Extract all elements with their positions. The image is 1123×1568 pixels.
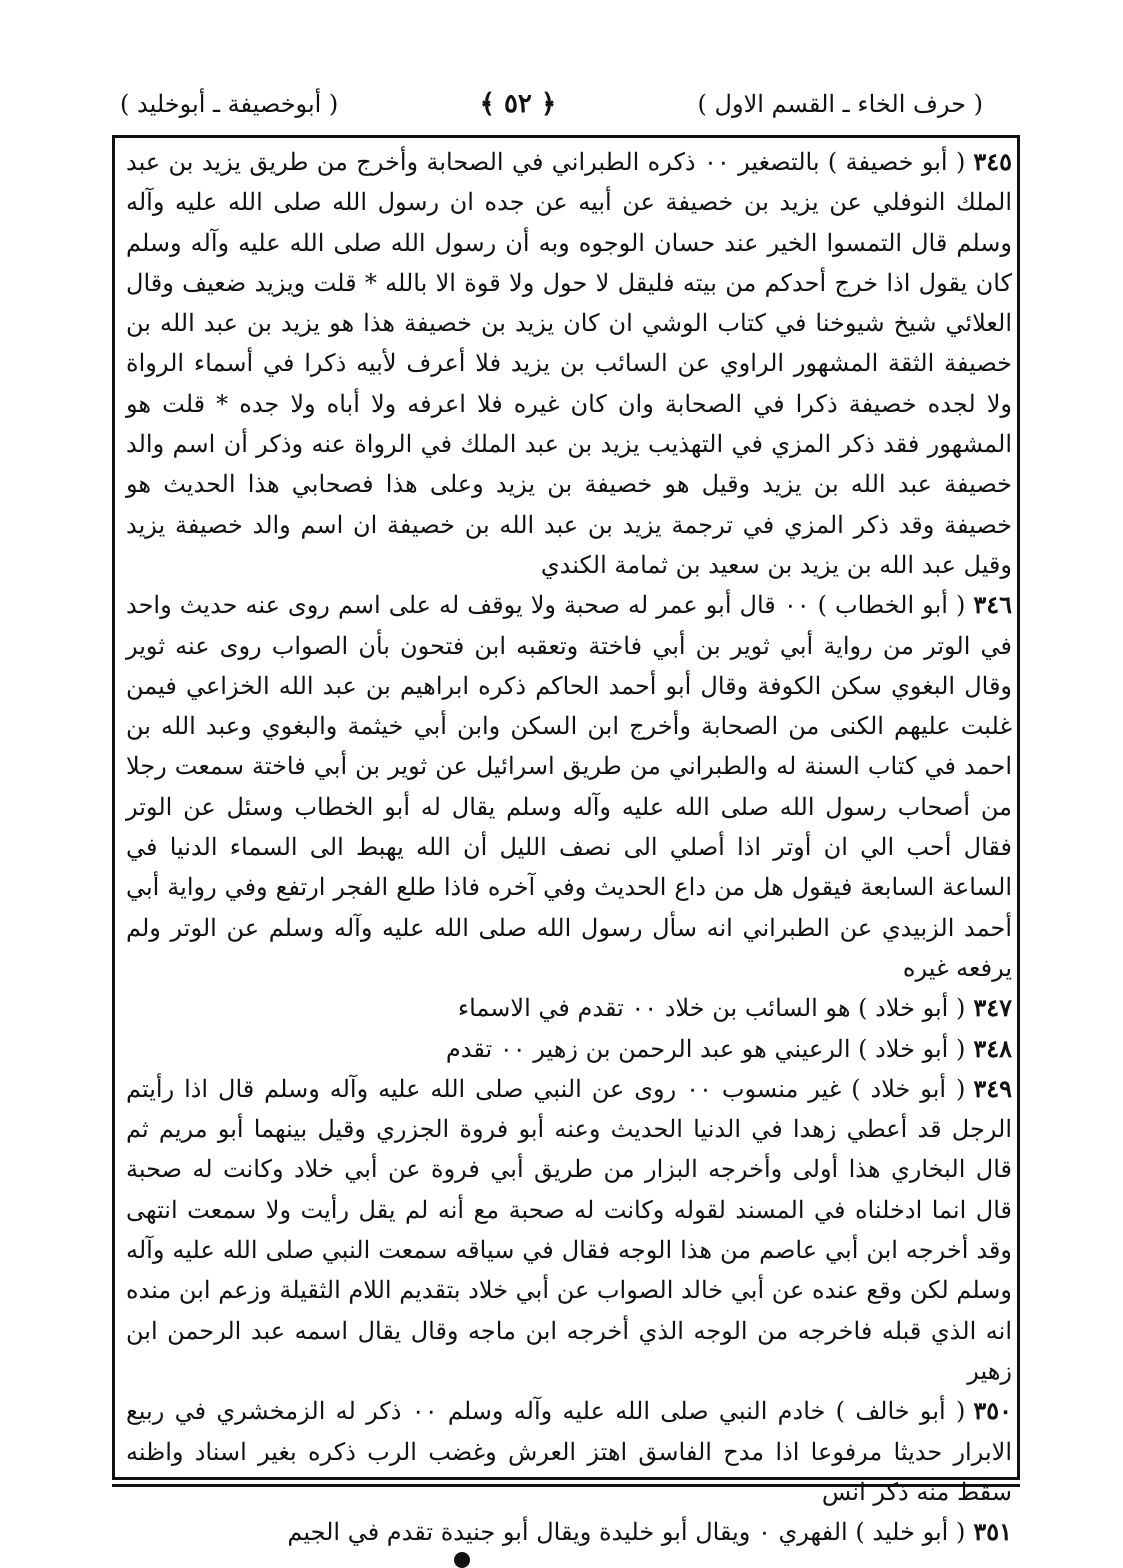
entry-text: ( أبو خالف ) خادم النبي صلى الله عليه وآله وسلم ٠٠ ذكر له الزمخشري في ربيع الابرار حديثا مرفوعا اذا مدح الفاسق اهتز العرش وغضب الرب ذكره بغير اسناد واظنه سقط منه ذكر انس — [126, 1397, 1012, 1506]
entry-text: ( أبو الخطاب ) ٠٠ قال أبو عمر له صحبة ولا يوقف له على اسم روى عنه حديث واحد في الوتر من رواية أبي ثوير بن أبي فاختة وتعقبه ابن فتحون بأن الصواب روى عنه ثوير وقال البغوي سكن الكوفة وقال أبو أحمد الحاكم ذكره ابراهيم بن عبد الله الخزاعي فيمن غلبت عليهم الكنى من الصحابة وأخرج ابن السكن وابن أبي خيثمة والبغوي وعبد الله بن احمد في كتاب السنة له والطبراني من طريق اسرائيل عن ثوير بن أبي فاختة سمعت رجلا من أصحاب رسول الله صلى الله عليه وآله وسلم يقال له أبو الخطاب وسئل عن الوتر فقال أحب الي ان أوتر اذا أصلي الى نصف الليل أن الله يهبط الى السماء الدنيا في الساعة السابعة فيقول هل من داع الحديث وفي آخره فاذا طلع الفجر ارتفع وفي رواية أبي أحمد الزبيدي عن الطبراني انه سأل رسول الله صلى الله عليه وآله وسلم عن الوتر ولم يرفعه غيره — [126, 591, 1013, 982]
entry-349 — [126, 1069, 1012, 1391]
entry-number: ٣٥٠ — [973, 1396, 1012, 1426]
entry-text: ( أبو خصيفة ) بالتصغير ٠٠ ذكره الطبراني في الصحابة وأخرج من طريق يزيد بن عبد الملك النوفلي عن يزيد بن خصيفة عن أبيه عن جده ان رسول الله صلى الله عليه وآله وسلم قال التمسوا الخير عند حسان الوجوه وبه أن رسول الله صلى الله عليه وآله وسلم كان يقول اذا خرج أحدكم من بيته فليقل لا حول ولا قوة الا بالله * قلت ويزيد ضعيف وقال العلائي شيخ شيوخنا في كتاب الوشي ان كان يزيد بن خصيفة هذا هو يزيد بن عبد الله بن خصيفة الثقة المشهور الراوي عن السائب بن يزيد فلا أعرف لأبيه ذكرا في أسماء الرواة ولا لجده خصيفة ذكرا في الصحابة وان كان غيره فلا اعرفه ولا أباه ولا جده * قلت هو المشهور فقد ذكر المزي في التهذيب يزيد بن عبد الملك في الرواة عنه وذكر أن اسم والد خصيفة عبد الله بن يزيد وقيل هو خصيفة بن يزيد وعلى هذا فصحابي هذا الحديث هو خصيفة وقد ذكر المزي في ترجمة يزيد بن عبد الله بن خصيفة ان اسم والد خصيفة يزيد وقيل عبد الله بن يزيد بن سعيد بن ثمامة الكندي — [126, 148, 1012, 579]
header-entry-range: ( أبوخصيفة ـ أبوخليد ) — [120, 90, 339, 118]
entry-text: ( أبو خلاد ) غير منسوب ٠٠ روى عن النبي صلى الله عليه وآله وسلم قال اذا رأيتم الرجل قد أعطي زهدا في الدنيا الحديث وعنه أبو فروة الجزري وقيل بينهما أبو مريم ثم قال البخاري هذا أولى وأخرجه البزار من طريق أبي فروة عن أبي خلاد وكانت له صحبة قال انما ادخلناه في المسند لقوله وكانت له صحبة مع أنه لم يقل رأيت ولا سمعت انتهى وقد أخرجه ابن أبي عاصم من هذا الوجه فقال في سياقه سمعت النبي صلى الله عليه وآله وسلم لكن وقع عنده عن أبي خالد الصواب عن أبي خلاد بتقديم اللام الثقيلة وزعم ابن منده انه الذي قبله فاخرجه من الوجه الذي أخرجه ابن ماجه وقال يقال اسمه عبد الرحمن ابن زهير — [126, 1074, 1012, 1385]
entry-text: ( أبو خلاد ) هو السائب بن خلاد ٠٠ تقدم في الاسماء — [457, 994, 966, 1023]
entry-number: ٣٤٥ — [973, 147, 1012, 176]
page-header — [120, 82, 983, 126]
entry-346 — [126, 585, 1012, 988]
entry-number: ٣٥١ — [973, 1517, 1012, 1547]
page-body — [126, 142, 1012, 1552]
entry-number: ٣٤٩ — [973, 1073, 1013, 1103]
entry-351 — [126, 1512, 1012, 1552]
entry-text: ( أبو خليد ) الفهري ٠ ويقال أبو خليدة ويقال أبو جنيدة تقدم في الجيم — [287, 1518, 966, 1547]
ink-dot — [454, 1552, 470, 1568]
entry-text: ( أبو خلاد ) الرعيني هو عبد الرحمن بن زهير ٠٠ تقدم — [445, 1034, 966, 1063]
entry-number: ٣٤٦ — [973, 590, 1012, 620]
entry-348 — [126, 1029, 1012, 1069]
page-number: ﴿ ٥٢ ﴾ — [479, 89, 557, 119]
header-section-title: ( حرف الخاء ـ القسم الاول ) — [697, 90, 983, 118]
entry-347 — [126, 988, 1012, 1028]
entry-number: ٣٤٧ — [973, 993, 1012, 1023]
entry-350 — [126, 1391, 1012, 1512]
entry-345 — [126, 142, 1012, 585]
entry-number: ٣٤٨ — [973, 1033, 1012, 1063]
